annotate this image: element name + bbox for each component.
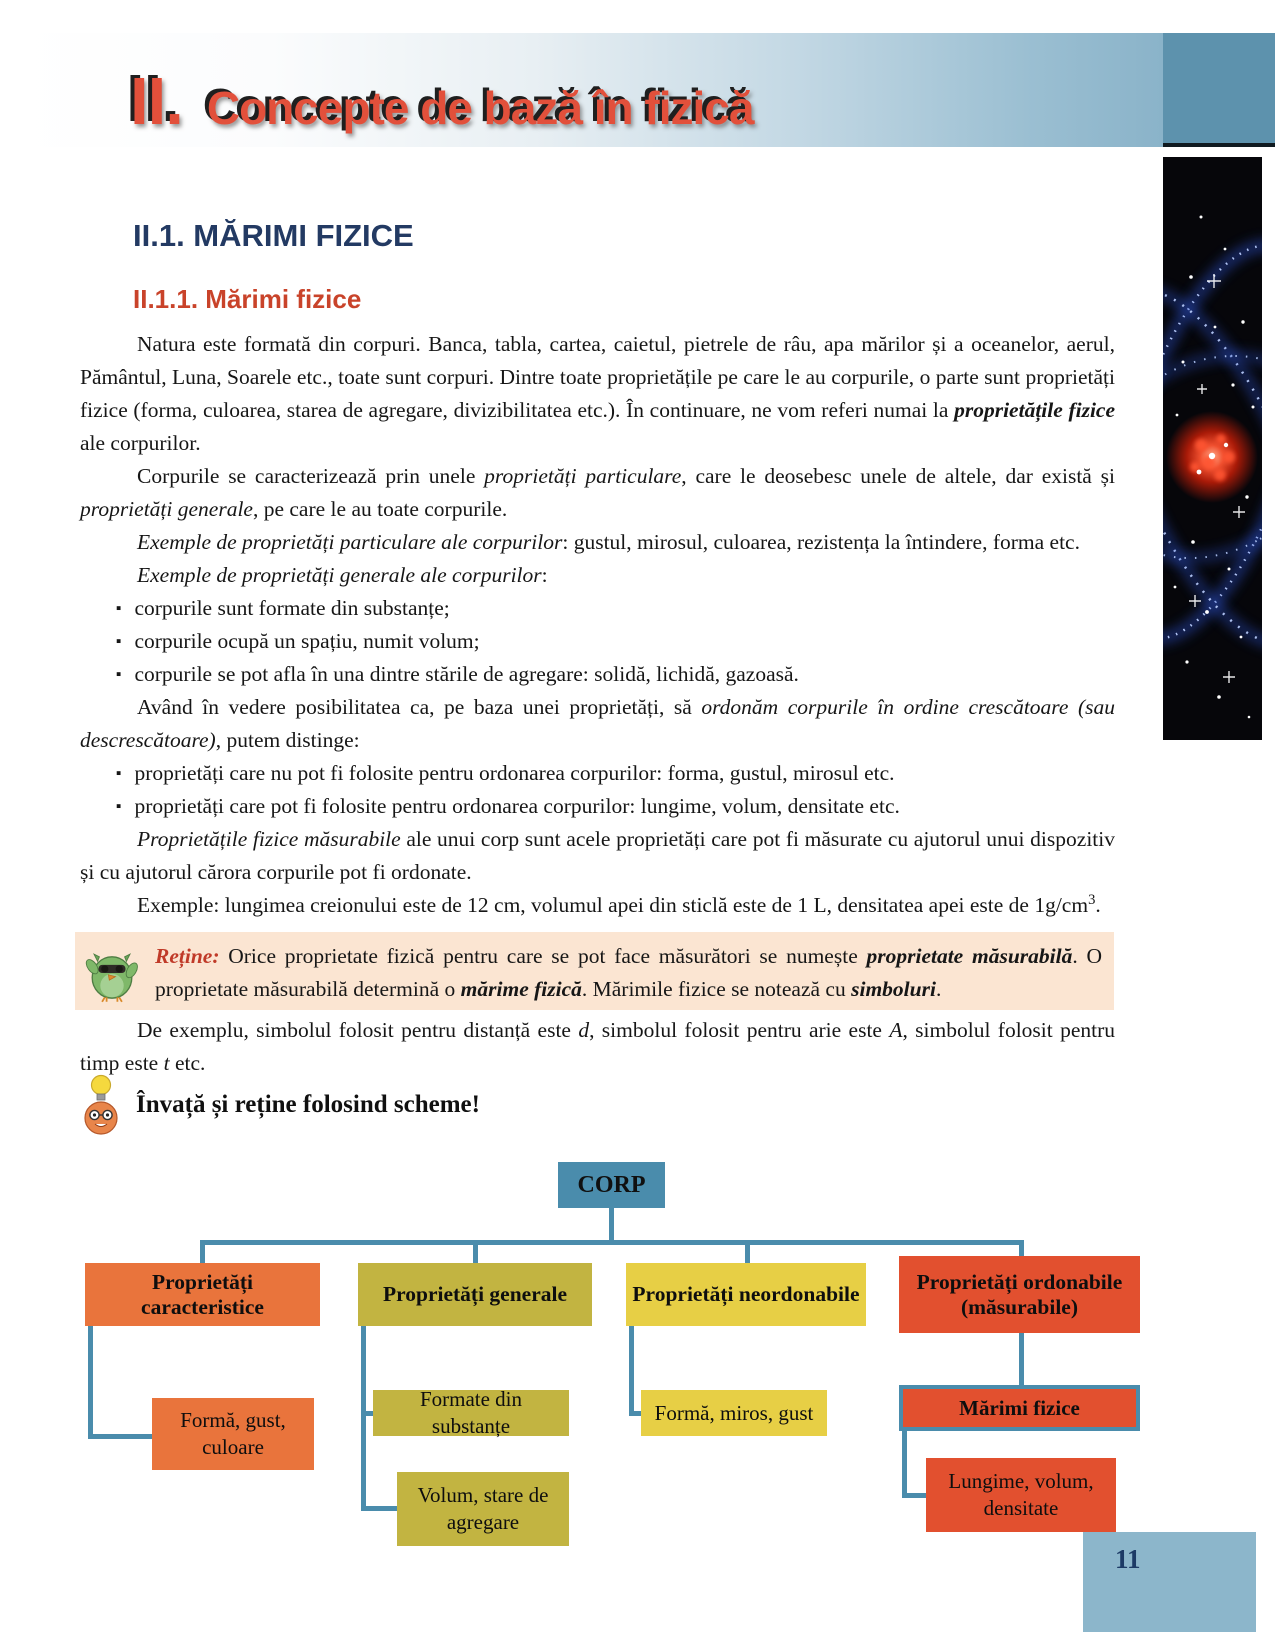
list-item: ▪ proprietăți care pot fi folosite pentru ordonarea corpurilor: lungime, volum, densitate etc. [116,790,1115,823]
page-number-block [1083,1532,1256,1632]
learn-prompt-text: Învață și reține folosind scheme! [136,1091,480,1118]
connector-line [629,1326,634,1416]
atom-particles-image [1163,157,1262,740]
connector-line [361,1506,399,1511]
paragraph-corpuri-caracterizare: Corpurile se caracterizează prin unele proprietăți particulare, care le deosebesc unele de altele, dar există și proprietăți generale, pe care le au toate corpurile. [80,464,1115,521]
list-item: ▪ corpurile sunt formate din substanțe; [116,592,1115,625]
diagram-box-formate-substante: Formate din substanțe [373,1390,569,1436]
list-item: ▪ proprietăți care nu pot fi folosite pentru ordonarea corpurilor: forma, gustul, mirosul etc. [116,757,1115,790]
page-number: 11 [1115,1544,1141,1574]
paragraph-exemple-generale: Exemple de proprietăți generale ale corpurilor: [137,563,548,587]
chapter-title: Concepte de bază în fizică [206,81,754,134]
paragraph-exemple-particulare: Exemple de proprietăți particulare ale corpurilor: gustul, mirosul, culoarea, rezistența la întindere, forma etc. [137,530,1080,554]
retine-note-box [75,932,1114,1010]
header-corner-block [1163,33,1275,147]
connector-line [200,1245,205,1263]
connector-line [200,1240,1024,1245]
atom-illustration [1163,157,1262,740]
list-item: ▪ corpurile ocupă un spațiu, numit volum; [116,625,1115,658]
chapter-heading [130,64,754,139]
learn-prompt-line [84,1074,480,1136]
owl-mascot-icon [85,942,139,1004]
connector-line [745,1245,750,1263]
section-title: II.1. MĂRIMI FIZICE [133,218,414,253]
chapter-numeral: II. [130,64,183,139]
connector-line [88,1434,154,1439]
connector-line [88,1326,93,1438]
connector-line [473,1245,478,1263]
connector-line [1019,1245,1024,1256]
diagram-box-caracteristice: Proprietăți caracteristice [85,1263,320,1326]
diagram-box-forma-gust-culoare: Formă, gust, culoare [152,1398,314,1470]
diagram-box-generale: Proprietăți generale [358,1263,592,1326]
paragraph-exemple-valori: Exemple: lungimea creionului este de 12 cm, volumul apei din sticlă este de 1 L, densitatea apei este de $1g/cm^3$. [137,891,1101,917]
paragraph-natura: Natura este formată din corpuri. Banca, tabla, cartea, caietul, pietrele de râu, apa mărilor și a oceanelor, aerul, Pământul, Luna, Soarele etc., toate sunt corpuri. Dintre toate proprietățile pe care le au corpurile, o parte sunt proprietăți fizice (forma, culoarea, starea de agregare, divizibilitatea etc.). În continuare, ne vom referi numai la proprietățile fizice ale corpurilor. [80,332,1116,455]
diagram-box-lungime-volum-densitate: Lungime, volum, densitate [926,1458,1116,1532]
diagram-box-corp: CORP [558,1162,665,1208]
lightbulb-mascot-icon [84,1074,118,1136]
bullet-list-general [80,592,1115,691]
bullet-list-ordering [80,757,1115,823]
paragraph-masurabile: Proprietățile fizice măsurabile ale unui corp sunt acele proprietăți care pot fi măsurate cu ajutorul unui dispozitiv și cu ajutorul cărora corpurile pot fi ordonate. [80,827,1115,884]
connector-line [902,1493,928,1498]
diagram-box-forma-miros-gust: Formă, miros, gust [641,1390,827,1436]
retine-note-text: Reține: Orice proprietate fizică pentru care se pot face măsurători se numește proprietate măsurabilă. O proprietate măsurabilă determină o mărime fizică. Mărimile fizice se notează cu simboluri. [155,944,1102,1001]
subsection-title: II.1.1. Mărimi fizice [133,284,362,314]
diagram-box-ordonabile: Proprietăți ordonabile (măsurabile) [899,1256,1140,1333]
connector-line [609,1208,614,1240]
diagram-box-marimi-fizice: Mărimi fizice [899,1385,1140,1431]
diagram-box-volum-stare: Volum, stare de agregare [397,1472,569,1546]
paragraph-simboluri: De exemplu, simbolul folosit pentru distanță este d, simbolul folosit pentru arie este A, simbolul folosit pentru timp este t etc. [80,1018,1115,1075]
connector-line [902,1431,907,1498]
body-text [80,328,1115,922]
list-item: ▪ corpurile se pot afla în una dintre stările de agregare: solidă, lichidă, gazoasă. [116,658,1115,691]
diagram-box-neordonabile: Proprietăți neordonabile [626,1263,866,1326]
connector-line [1019,1333,1024,1385]
connector-line [361,1326,366,1511]
paragraph-ordonare: Având în vedere posibilitatea ca, pe baza unei proprietăți, să ordonăm corpurile în ordine crescătoare (sau descrescătoare), putem distinge: [80,695,1115,752]
concept-diagram [0,1150,1275,1570]
